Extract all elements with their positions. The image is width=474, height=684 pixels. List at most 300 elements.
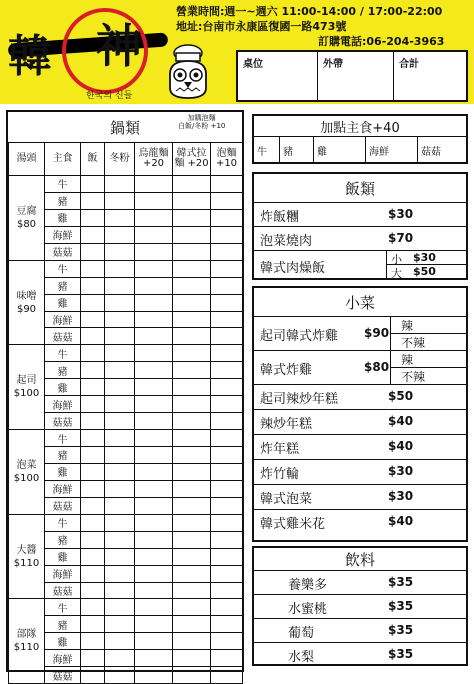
chef-mascot-icon	[162, 44, 214, 100]
order-quantity-cell[interactable]	[135, 362, 173, 379]
addon-beef[interactable]: 牛	[254, 136, 280, 162]
order-quantity-cell[interactable]	[105, 565, 135, 582]
item-price: $40	[388, 514, 414, 528]
col-main: 主食	[45, 143, 81, 176]
order-quantity-cell[interactable]	[173, 260, 211, 277]
order-quantity-cell[interactable]	[81, 260, 105, 277]
order-quantity-cell[interactable]	[211, 497, 243, 514]
logo-char-han: 韓	[8, 31, 52, 82]
order-quantity-cell[interactable]	[173, 633, 211, 650]
col-glass-noodle: 冬粉	[105, 143, 135, 176]
order-quantity-cell[interactable]	[81, 345, 105, 362]
table-row	[9, 480, 243, 497]
order-quantity-cell[interactable]	[135, 582, 173, 599]
order-quantity-cell[interactable]	[105, 497, 135, 514]
order-quantity-cell[interactable]	[81, 209, 105, 226]
table-row	[9, 345, 243, 362]
col-soup: 湯頭	[9, 143, 45, 176]
item-price: $30	[388, 464, 414, 478]
order-quantity-cell[interactable]	[173, 514, 211, 531]
order-quantity-cell[interactable]	[211, 277, 243, 294]
snacks-title: 小菜	[344, 293, 375, 312]
soup-price: $90	[16, 303, 37, 315]
order-quantity-cell[interactable]	[81, 430, 105, 447]
order-quantity-cell[interactable]	[81, 243, 105, 260]
hotpot-column-headers	[9, 143, 243, 176]
order-quantity-cell[interactable]	[211, 633, 243, 650]
soup-base-cell	[9, 430, 45, 515]
item-name: 辣炒年糕	[260, 417, 313, 432]
table-row	[9, 311, 243, 328]
order-quantity-cell[interactable]	[81, 192, 105, 209]
order-quantity-cell[interactable]	[81, 294, 105, 311]
order-quantity-cell[interactable]	[135, 379, 173, 396]
table-row	[9, 362, 243, 379]
hotpot-order-grid	[8, 142, 243, 684]
item-price: $30	[388, 207, 414, 221]
item-name: 水梨	[288, 650, 315, 665]
size-small-option[interactable]	[386, 251, 466, 265]
order-quantity-cell[interactable]	[211, 463, 243, 480]
soup-name: 大醬	[16, 544, 37, 556]
order-quantity-cell[interactable]	[135, 176, 173, 193]
order-quantity-cell[interactable]	[135, 480, 173, 497]
soup-base-cell	[9, 345, 45, 430]
order-quantity-cell[interactable]	[81, 599, 105, 616]
order-quantity-cell[interactable]	[173, 192, 211, 209]
order-quantity-cell[interactable]	[173, 463, 211, 480]
order-quantity-cell[interactable]	[211, 531, 243, 548]
option-label: 不辣	[401, 336, 426, 350]
soup-price: $110	[13, 642, 40, 654]
soup-base-cell	[9, 599, 45, 684]
table-row	[9, 430, 243, 447]
order-quantity-cell[interactable]	[135, 277, 173, 294]
order-quantity-cell[interactable]	[135, 548, 173, 565]
order-quantity-cell[interactable]	[211, 396, 243, 413]
order-quantity-cell[interactable]	[211, 599, 243, 616]
order-quantity-cell[interactable]	[81, 650, 105, 667]
addon-header	[254, 116, 466, 137]
table-row	[9, 463, 243, 480]
option-spicy[interactable]	[390, 351, 466, 368]
soup-base-cell	[9, 260, 45, 345]
ingredient-label: 豬	[45, 616, 81, 633]
order-quantity-cell[interactable]	[81, 531, 105, 548]
table-row	[9, 226, 243, 243]
addon-title: 加點主食+40	[320, 120, 400, 136]
order-quantity-cell[interactable]	[135, 497, 173, 514]
item-price: $35	[388, 647, 414, 661]
order-quantity-cell[interactable]	[105, 463, 135, 480]
order-quantity-cell[interactable]	[211, 345, 243, 362]
order-quantity-cell[interactable]	[211, 379, 243, 396]
order-quantity-cell[interactable]	[211, 430, 243, 447]
order-quantity-cell[interactable]	[81, 514, 105, 531]
order-quantity-cell[interactable]	[81, 362, 105, 379]
order-quantity-cell[interactable]	[173, 480, 211, 497]
order-quantity-cell[interactable]	[105, 311, 135, 328]
order-quantity-cell[interactable]	[173, 616, 211, 633]
drink-item[interactable]	[254, 642, 466, 666]
order-quantity-cell[interactable]	[105, 328, 135, 345]
ingredient-label: 豬	[45, 362, 81, 379]
option-label: 辣	[401, 353, 414, 367]
order-quantity-cell[interactable]	[105, 396, 135, 413]
item-name: 水蜜桃	[288, 602, 328, 617]
order-quantity-cell[interactable]	[211, 328, 243, 345]
size-price: $30	[413, 251, 436, 264]
table-row	[9, 396, 243, 413]
menu-item-minced-pork-rice	[254, 250, 466, 278]
order-quantity-cell[interactable]	[211, 514, 243, 531]
table-row	[9, 565, 243, 582]
item-price: $90	[364, 326, 390, 340]
ingredient-label: 雞	[45, 379, 81, 396]
order-quantity-cell[interactable]	[81, 226, 105, 243]
order-quantity-cell[interactable]	[211, 650, 243, 667]
item-price: $35	[388, 575, 414, 589]
order-quantity-cell[interactable]	[173, 447, 211, 464]
menu-item-fried-rice-ball[interactable]	[254, 202, 466, 226]
order-quantity-cell[interactable]	[105, 667, 135, 684]
order-quantity-cell[interactable]	[211, 565, 243, 582]
order-quantity-cell[interactable]	[211, 176, 243, 193]
order-quantity-cell[interactable]	[211, 362, 243, 379]
order-quantity-cell[interactable]	[211, 667, 243, 684]
order-quantity-cell[interactable]	[135, 430, 173, 447]
order-quantity-cell[interactable]	[105, 430, 135, 447]
order-quantity-cell[interactable]	[105, 599, 135, 616]
table-row	[9, 243, 243, 260]
order-quantity-cell[interactable]	[105, 260, 135, 277]
menu-item[interactable]	[254, 434, 466, 459]
order-quantity-cell[interactable]	[173, 226, 211, 243]
soup-name: 泡菜	[16, 459, 37, 471]
table-row	[9, 379, 243, 396]
menu-item-kimchi-bbq-pork[interactable]	[254, 226, 466, 250]
rice-section	[252, 172, 468, 280]
menu-item[interactable]	[254, 459, 466, 484]
item-price: $35	[388, 623, 414, 637]
order-quantity-cell[interactable]	[173, 176, 211, 193]
order-quantity-cell[interactable]	[135, 667, 173, 684]
order-quantity-cell[interactable]	[173, 548, 211, 565]
order-quantity-cell[interactable]	[105, 345, 135, 362]
order-quantity-cell[interactable]	[135, 243, 173, 260]
order-quantity-cell[interactable]	[173, 328, 211, 345]
order-quantity-cell[interactable]	[135, 226, 173, 243]
soup-price: $100	[13, 472, 40, 484]
order-quantity-cell[interactable]	[173, 599, 211, 616]
order-quantity-cell[interactable]	[173, 582, 211, 599]
order-quantity-cell[interactable]	[211, 209, 243, 226]
order-quantity-cell[interactable]	[105, 447, 135, 464]
order-quantity-cell[interactable]	[173, 243, 211, 260]
table-row	[9, 260, 243, 277]
order-quantity-cell[interactable]	[135, 294, 173, 311]
ingredient-label: 牛	[45, 345, 81, 362]
table-row	[9, 650, 243, 667]
order-quantity-cell[interactable]	[81, 277, 105, 294]
table-row	[9, 192, 243, 209]
order-quantity-cell[interactable]	[211, 582, 243, 599]
ingredient-label: 牛	[45, 430, 81, 447]
order-quantity-cell[interactable]	[105, 413, 135, 430]
order-quantity-cell[interactable]	[211, 243, 243, 260]
table-row	[9, 633, 243, 650]
order-quantity-cell[interactable]	[135, 413, 173, 430]
table-row	[9, 514, 243, 531]
order-quantity-cell[interactable]	[105, 616, 135, 633]
option-not-spicy[interactable]	[390, 368, 466, 385]
order-info-box	[236, 50, 468, 102]
ingredient-label: 豬	[45, 447, 81, 464]
hotpot-section	[6, 110, 244, 683]
ingredient-label: 豬	[45, 277, 81, 294]
order-quantity-cell[interactable]	[211, 294, 243, 311]
order-quantity-cell[interactable]	[81, 480, 105, 497]
table-row	[9, 277, 243, 294]
logo-korean-tagline: 한국의 신들	[86, 91, 133, 101]
addon-pork[interactable]: 豬	[280, 136, 314, 162]
order-quantity-cell[interactable]	[105, 514, 135, 531]
table-row	[9, 497, 243, 514]
order-quantity-cell[interactable]	[173, 209, 211, 226]
drink-item[interactable]	[254, 618, 466, 642]
drink-item[interactable]	[254, 594, 466, 618]
order-quantity-cell[interactable]	[105, 192, 135, 209]
item-name: 韓式雞米花	[260, 517, 326, 532]
rice-title: 飯類	[344, 179, 375, 198]
col-rice: 飯	[81, 143, 105, 176]
soup-price: $110	[13, 557, 40, 569]
item-name: 炸竹輪	[260, 467, 300, 482]
order-quantity-cell[interactable]	[173, 650, 211, 667]
order-quantity-cell[interactable]	[81, 328, 105, 345]
ingredient-label: 海鮮	[45, 396, 81, 413]
menu-item[interactable]	[254, 509, 466, 534]
ingredient-label: 海鮮	[45, 480, 81, 497]
order-quantity-cell[interactable]	[135, 633, 173, 650]
ingredient-label: 菇菇	[45, 497, 81, 514]
ingredient-label: 菇菇	[45, 582, 81, 599]
table-number-field[interactable]: 桌位	[238, 52, 318, 100]
order-quantity-cell[interactable]	[105, 209, 135, 226]
table-row	[9, 667, 243, 684]
ingredient-label: 牛	[45, 260, 81, 277]
soup-name: 豆腐	[16, 205, 37, 217]
item-price: $35	[388, 599, 414, 613]
item-name: 起司韓式炸雞	[260, 329, 339, 344]
takeout-field[interactable]: 外帶	[318, 52, 394, 100]
order-quantity-cell[interactable]	[173, 277, 211, 294]
snacks-header	[254, 288, 466, 317]
soup-base-cell	[9, 514, 45, 599]
order-quantity-cell[interactable]	[105, 362, 135, 379]
menu-item[interactable]	[254, 409, 466, 434]
order-quantity-cell[interactable]	[173, 294, 211, 311]
order-quantity-cell[interactable]	[81, 616, 105, 633]
order-quantity-cell[interactable]	[173, 311, 211, 328]
order-quantity-cell[interactable]	[135, 531, 173, 548]
order-quantity-cell[interactable]	[173, 379, 211, 396]
order-quantity-cell[interactable]	[81, 463, 105, 480]
table-row	[9, 548, 243, 565]
menu-item[interactable]	[254, 384, 466, 409]
order-quantity-cell[interactable]	[105, 548, 135, 565]
menu-item-spicy-option	[254, 350, 466, 384]
item-name: 葡萄	[288, 626, 315, 641]
table-row	[9, 531, 243, 548]
order-quantity-cell[interactable]	[135, 260, 173, 277]
order-quantity-cell[interactable]	[211, 616, 243, 633]
table-row	[9, 447, 243, 464]
order-quantity-cell[interactable]	[173, 430, 211, 447]
order-quantity-cell[interactable]	[135, 650, 173, 667]
ingredient-label: 菇菇	[45, 413, 81, 430]
size-large-option[interactable]	[386, 265, 466, 279]
order-quantity-cell[interactable]	[81, 633, 105, 650]
order-quantity-cell[interactable]	[211, 192, 243, 209]
hotpot-note-line2: 白飯/冬粉 +10	[178, 122, 226, 130]
ingredient-label: 牛	[45, 599, 81, 616]
table-row	[9, 176, 243, 193]
item-price: $40	[388, 414, 414, 428]
item-price: $80	[364, 360, 390, 374]
order-quantity-cell[interactable]	[81, 582, 105, 599]
order-quantity-cell[interactable]	[135, 192, 173, 209]
order-quantity-cell[interactable]	[211, 548, 243, 565]
hotpot-title: 鍋類	[109, 118, 140, 137]
order-quantity-cell[interactable]	[211, 226, 243, 243]
item-name: 韓式炸雞	[260, 363, 313, 378]
order-quantity-cell[interactable]	[135, 311, 173, 328]
order-quantity-cell[interactable]	[211, 413, 243, 430]
order-quantity-cell[interactable]	[105, 379, 135, 396]
order-quantity-cell[interactable]	[81, 667, 105, 684]
option-spicy[interactable]	[390, 317, 466, 334]
order-quantity-cell[interactable]	[135, 616, 173, 633]
order-quantity-cell[interactable]	[173, 667, 211, 684]
table-row	[9, 328, 243, 345]
order-quantity-cell[interactable]	[211, 480, 243, 497]
addon-mushroom[interactable]: 菇菇	[421, 147, 441, 158]
drinks-header	[254, 548, 466, 571]
ingredient-label: 雞	[45, 294, 81, 311]
order-quantity-cell[interactable]	[135, 565, 173, 582]
addon-chicken[interactable]: 雞	[314, 136, 366, 162]
order-quantity-cell[interactable]	[105, 480, 135, 497]
addon-seafood[interactable]: 海鮮	[366, 136, 418, 162]
ingredient-label: 雞	[45, 463, 81, 480]
address: 地址:台南市永康區復國一路473號	[176, 20, 347, 33]
order-quantity-cell[interactable]	[173, 531, 211, 548]
order-quantity-cell[interactable]	[81, 379, 105, 396]
ingredient-label: 牛	[45, 514, 81, 531]
option-not-spicy[interactable]	[390, 334, 466, 351]
drinks-section	[252, 546, 468, 666]
item-name: 起司辣炒年糕	[260, 392, 339, 407]
rice-header	[254, 174, 466, 203]
order-quantity-cell[interactable]	[135, 463, 173, 480]
drink-item[interactable]	[254, 570, 466, 594]
item-name: 韓式肉燥飯	[260, 261, 326, 276]
order-quantity-cell[interactable]	[173, 413, 211, 430]
order-quantity-cell[interactable]	[135, 514, 173, 531]
item-name: 養樂多	[288, 578, 328, 593]
option-label: 不辣	[401, 370, 426, 384]
order-quantity-cell[interactable]	[211, 260, 243, 277]
total-field[interactable]: 合計	[399, 59, 419, 70]
item-name: 韓式泡菜	[260, 492, 313, 507]
ingredient-label: 菇菇	[45, 667, 81, 684]
order-quantity-cell[interactable]	[173, 497, 211, 514]
order-quantity-cell[interactable]	[81, 548, 105, 565]
order-quantity-cell[interactable]	[135, 447, 173, 464]
ingredient-label: 牛	[45, 176, 81, 193]
order-quantity-cell[interactable]	[173, 362, 211, 379]
menu-item[interactable]	[254, 484, 466, 509]
ingredient-label: 雞	[45, 548, 81, 565]
col-ramen: 韓式拉麵 +20	[173, 143, 211, 176]
order-quantity-cell[interactable]	[173, 345, 211, 362]
ingredient-label: 海鮮	[45, 565, 81, 582]
order-quantity-cell[interactable]	[105, 176, 135, 193]
order-quantity-cell[interactable]	[105, 243, 135, 260]
order-quantity-cell[interactable]	[105, 531, 135, 548]
order-quantity-cell[interactable]	[105, 277, 135, 294]
order-quantity-cell[interactable]	[135, 209, 173, 226]
order-quantity-cell[interactable]	[135, 396, 173, 413]
item-price: $40	[388, 439, 414, 453]
business-hours: 營業時間:週一~週六 11:00-14:00 / 17:00-22:00	[176, 5, 443, 18]
order-quantity-cell[interactable]	[135, 328, 173, 345]
order-quantity-cell[interactable]	[81, 311, 105, 328]
order-quantity-cell[interactable]	[135, 599, 173, 616]
option-label: 辣	[401, 319, 414, 333]
order-quantity-cell[interactable]	[211, 311, 243, 328]
order-quantity-cell[interactable]	[135, 345, 173, 362]
order-quantity-cell[interactable]	[81, 497, 105, 514]
order-quantity-cell[interactable]	[211, 447, 243, 464]
col-udon: 烏龍麵 +20	[135, 143, 173, 176]
order-quantity-cell[interactable]	[173, 396, 211, 413]
order-quantity-cell[interactable]	[105, 650, 135, 667]
item-name: 炸年糕	[260, 442, 300, 457]
order-quantity-cell[interactable]	[105, 633, 135, 650]
order-quantity-cell[interactable]	[81, 413, 105, 430]
hotpot-addon-note	[178, 114, 225, 130]
header-banner	[0, 0, 474, 104]
order-quantity-cell[interactable]	[105, 226, 135, 243]
order-quantity-cell[interactable]	[105, 294, 135, 311]
soup-price: $100	[13, 388, 40, 400]
table-row	[9, 209, 243, 226]
ingredient-label: 菇菇	[45, 243, 81, 260]
order-quantity-cell[interactable]	[81, 176, 105, 193]
order-quantity-cell[interactable]	[105, 582, 135, 599]
order-quantity-cell[interactable]	[81, 396, 105, 413]
table-row	[9, 294, 243, 311]
order-quantity-cell[interactable]	[173, 565, 211, 582]
item-name: 炸飯糰	[260, 210, 300, 225]
order-quantity-cell[interactable]	[81, 447, 105, 464]
order-phone: 訂購電話:06-204-3963	[318, 35, 445, 48]
hotpot-note-line1: 加購泡麵	[187, 114, 216, 122]
order-quantity-cell[interactable]	[81, 565, 105, 582]
ingredient-label: 菇菇	[45, 328, 81, 345]
